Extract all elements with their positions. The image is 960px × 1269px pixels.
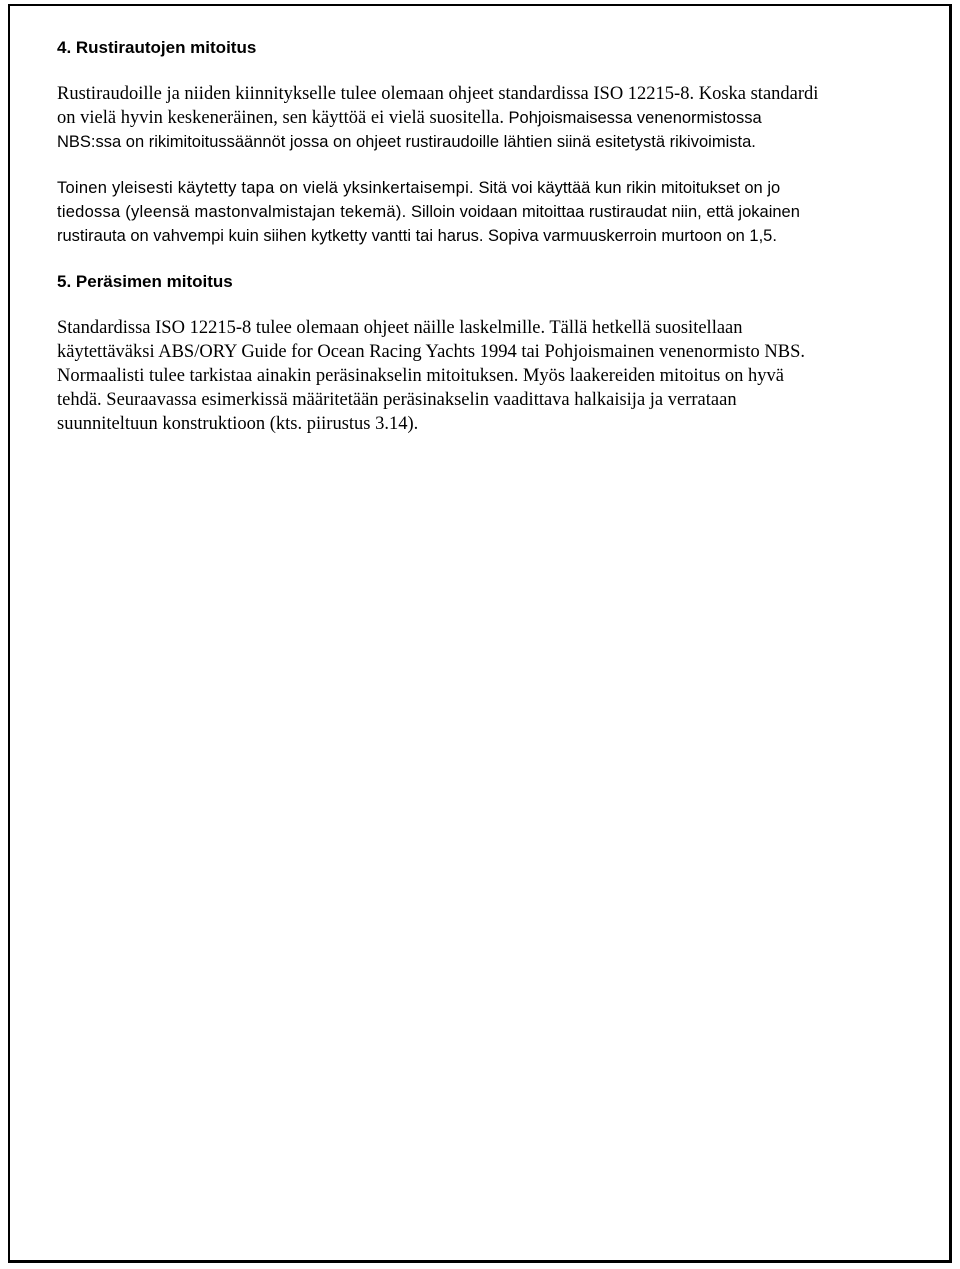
section-4-paragraph-2: [57, 176, 907, 248]
paragraph-line: NBS:ssa on rikimitoitussäännöt jossa on ohjeet rustiraudoille lähtien siinä esitetystä rikivoimista.: [57, 133, 756, 151]
section-4-heading: 4. Rustirautojen mitoitus: [57, 38, 257, 57]
paragraph-line-segment: tiedossa (yleensä mastonvalmistajan tekemä).: [57, 203, 407, 221]
paragraph-line: Rustiraudoille ja niiden kiinnitykselle tulee olemaan ohjeet standardissa ISO 12215-8. Koska standardi: [57, 84, 819, 104]
paragraph-line-segment: Toinen yleisesti käytetty tapa on vielä yksinkertaisempi.: [57, 179, 474, 197]
paragraph-line-segment: Sitä voi käyttää kun rikin mitoitukset on jo: [473, 179, 781, 197]
paragraph-line-segment: Pohjoismaisessa venenormistossa: [503, 109, 762, 127]
paragraph-line: Standardissa ISO 12215-8 tulee olemaan ohjeet näille laskelmille. Tällä hetkellä suositellaan: [57, 318, 743, 338]
paragraph-line: Normaalisti tulee tarkistaa ainakin peräsinakselin mitoituksen. Myös laakereiden mitoitus on hyvä: [57, 366, 784, 386]
paragraph-line-mixed: [57, 200, 907, 224]
paragraph-line-mixed: [57, 176, 907, 200]
paragraph-line: suunniteltuun konstruktioon (kts. piirustus 3.14).: [57, 414, 419, 434]
section-4-paragraph-1: [57, 82, 907, 154]
paragraph-line-mixed: [57, 106, 907, 130]
paragraph-line-segment: Silloin voidaan mitoittaa rustiraudat niin, että jokainen: [406, 203, 800, 221]
section-5-paragraph: [57, 316, 907, 436]
document-content: [57, 36, 907, 436]
paragraph-line: rustirauta on vahvempi kuin siihen kytketty vantti tai harus. Sopiva varmuuskerroin murtoon on 1,5.: [57, 227, 777, 245]
paragraph-line: käytettäväksi ABS/ORY Guide for Ocean Racing Yachts 1994 tai Pohjoismainen venenormisto NBS.: [57, 342, 805, 362]
document-page: [8, 4, 952, 1263]
paragraph-line-segment: on vielä hyvin keskeneräinen, sen käyttöä ei vielä suositella.: [57, 108, 504, 128]
paragraph-line: tehdä. Seuraavassa esimerkissä määritetään peräsinakselin vaadittava halkaisija ja verrataan: [57, 390, 737, 410]
section-5-heading: 5. Peräsimen mitoitus: [57, 272, 233, 291]
